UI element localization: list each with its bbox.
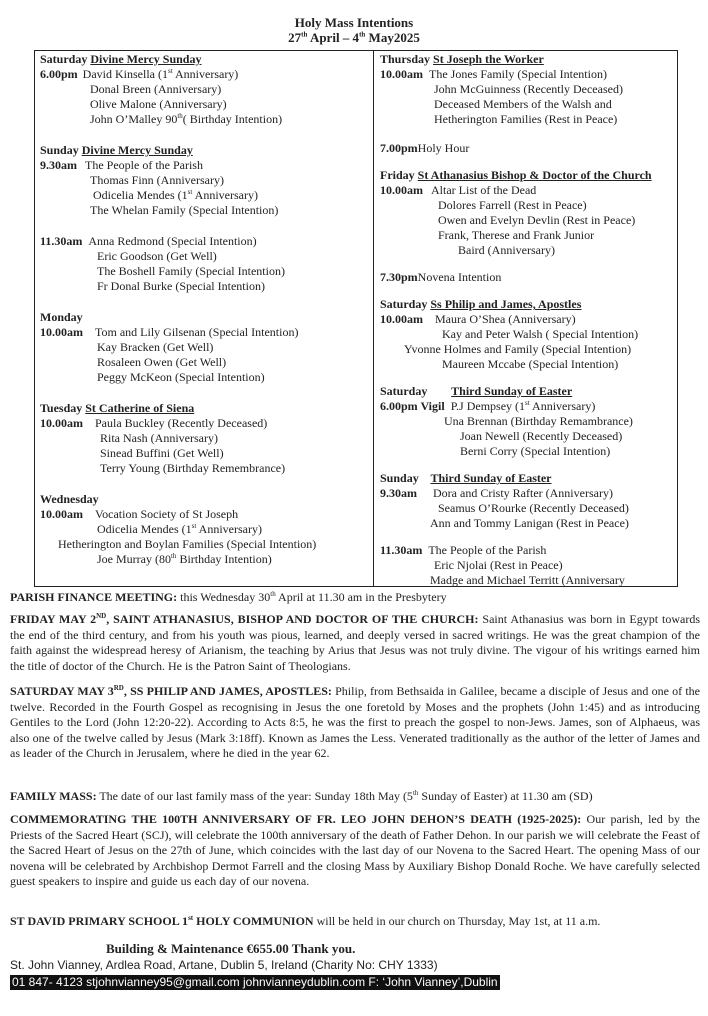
right-column — [380, 52, 675, 604]
wednesday-block: Wednesday 10.00am Vocation Society of St Joseph Odicelia Mendes (1st Anniversary) Hetherington and Boylan Families (Special Intention) Joe Murray (80th Birthday Intention) — [40, 492, 317, 566]
friday-block: Friday St Athanasius Bishop & Doctor of the Church 10.00am Altar List of the Dead Dolores Farrell (Rest in Peace) Owen and Evelyn Devlin (Rest in Peace) Frank, Therese and Frank Junior Baird (Anniversary) — [380, 168, 652, 257]
thursday-block: Thursday St Joseph the Worker 10.00am The Jones Family (Special Intention) John McGuinness (Recently Deceased) Deceased Members of the Walsh and Hetherington Families (Rest in Peace) — [380, 52, 623, 126]
column-divider — [373, 50, 374, 587]
sunday-right-block: Sunday Third Sunday of Easter 9.30am Dora and Cristy Rafter (Anniversary) Seamus O’Rourke (Recently Deceased) Ann and Tommy Lanigan (Rest in Peace) — [380, 471, 629, 530]
monday-block: Monday 10.00am Tom and Lily Gilsenan (Special Intention) Kay Bracken (Get Well) Rosaleen Owen (Get Well) Peggy McKeon (Special Intention) — [40, 310, 299, 384]
contact-bar: 01 847- 4123 stjohnvianney95@gmail.com johnvianneydublin.com F: ‘John Vianney’,Dublin — [12, 975, 498, 989]
date-range: 27th April – 4th May2025 — [288, 30, 420, 45]
parish-address: St. John Vianney, Ardlea Road, Artane, Dublin 5, Ireland (Charity No: CHY 1333) — [10, 958, 438, 972]
friday-novena: 7.30pm Novena Intention — [380, 270, 502, 284]
dehon-anniversary-notice: COMMEMORATING THE 100TH ANNIVERSARY OF FR. LEO JOHN DEHON’S DEATH (1925-2025): Our parish, led by the Priests of the Sacred Heart (SCJ), will celebrate the 100th anniversary of the death of Father Dehon. In our parish we will celebrate the Feast of the Sacred Heart of Jesus on the 27th of June, which coincides with the last day of our Novena to the Sacred Heart. The opening Mass of our novena will be celebrated by Archbishop Dermot Farrell and the closing Mass by Auxiliary Bishop Donald Roche. We have carefully selected guest speakers to inspire and guide us each day of our novena. — [10, 812, 700, 888]
thursday-holy-hour: 7.00pm Holy Hour — [380, 141, 470, 155]
left-column — [40, 52, 370, 583]
family-mass-notice: FAMILY MASS: The date of our last family mass of the year: Sunday 18th May (5th Sunday of Easter) at 11.30 am (SD) — [10, 789, 593, 803]
building-maintenance: Building & Maintenance €655.00 Thank you. — [106, 941, 356, 956]
page-title: Holy Mass Intentions — [294, 15, 414, 30]
saturday-notice: SATURDAY MAY 3RD, SS PHILIP AND JAMES, APOSTLES: Philip, from Bethsaida in Galilee, became a disciple of Jesus and one of the twelve. Recorded in the Fourth Gospel as recognising in Jesus the one foretold by Moses and the prophets (John 1:45) and as introducing Gentiles to the Lord (John 12:20-22). According to Acts 8:5, he was the first to preach the gospel to non-Jews. James, son of Alphaeus, was also one of the twelve called by Jesus (Mark 3:18ff). Known as James the Less. Venerated traditionally as the author of the letter of James and as leader of the Church in Jerusalem, where he died in the year 62. — [10, 684, 700, 760]
sunday-1130-block: 11.30am Anna Redmond (Special Intention) Eric Goodson (Get Well) The Boshell Family (Special Intention) Fr Donal Burke (Special Intention) — [40, 234, 285, 293]
first-communion-notice: ST DAVID PRIMARY SCHOOL 1st HOLY COMMUNION will be held in our church on Thursday, May 1st, at 11 a.m. — [10, 914, 601, 928]
finance-meeting-notice: PARISH FINANCE MEETING: this Wednesday 30th April at 11.30 am in the Presbytery — [10, 590, 447, 604]
sunday-right-1130-block: 11.30am The People of the Parish Eric Njolai (Rest in Peace) Madge and Michael Territt (Anniversary — [380, 543, 625, 587]
saturday-vigil-block: Saturday Third Sunday of Easter 6.00pm Vigil P.J Dempsey (1st Anniversary) Una Brennan (Birthday Remambrance) Joan Newell (Recently Deceased) Berni Corry (Special Intention) — [380, 384, 633, 458]
saturday-morning-block: Saturday Ss Philip and James, Apostles 10.00am Maura O’Shea (Anniversary) Kay and Peter Walsh ( Special Intention) Yvonne Holmes and Family (Special Intention) Maureen Mccabe (Special Intention) — [380, 297, 639, 371]
tuesday-block: Tuesday St Catherine of Siena 10.00am Paula Buckley (Recently Deceased) Rita Nash (Anniversary) Sinead Buffini (Get Well) Terry Young (Birthday Remembrance) — [40, 401, 286, 475]
sunday-block: Sunday Divine Mercy Sunday 9.30am The People of the Parish Thomas Finn (Anniversary) Odicelia Mendes (1st Anniversary) The Whelan Family (Special Intention) — [40, 143, 279, 217]
friday-notice: FRIDAY MAY 2ND, SAINT ATHANASIUS, BISHOP AND DOCTOR OF THE CHURCH: Saint Athanasius was born in Egypt towards the end of the third century, and from his youth was pious, learned, and deeply versed in sacred writings. He was the great champion of the faith against the widespread heresy of Arianism, the teaching by Arius that Jesus was not truly divine. The vigour of his writings earned him the title of doctor of the Church. He is the Patron Saint of Theologians. — [10, 612, 700, 673]
saturday-block: Saturday Divine Mercy Sunday 6.00pm David Kinsella (1st Anniversary) Donal Breen (Anniversary) Olive Malone (Anniversary) John O’Malley 90th( Birthday Intention) — [40, 52, 283, 126]
